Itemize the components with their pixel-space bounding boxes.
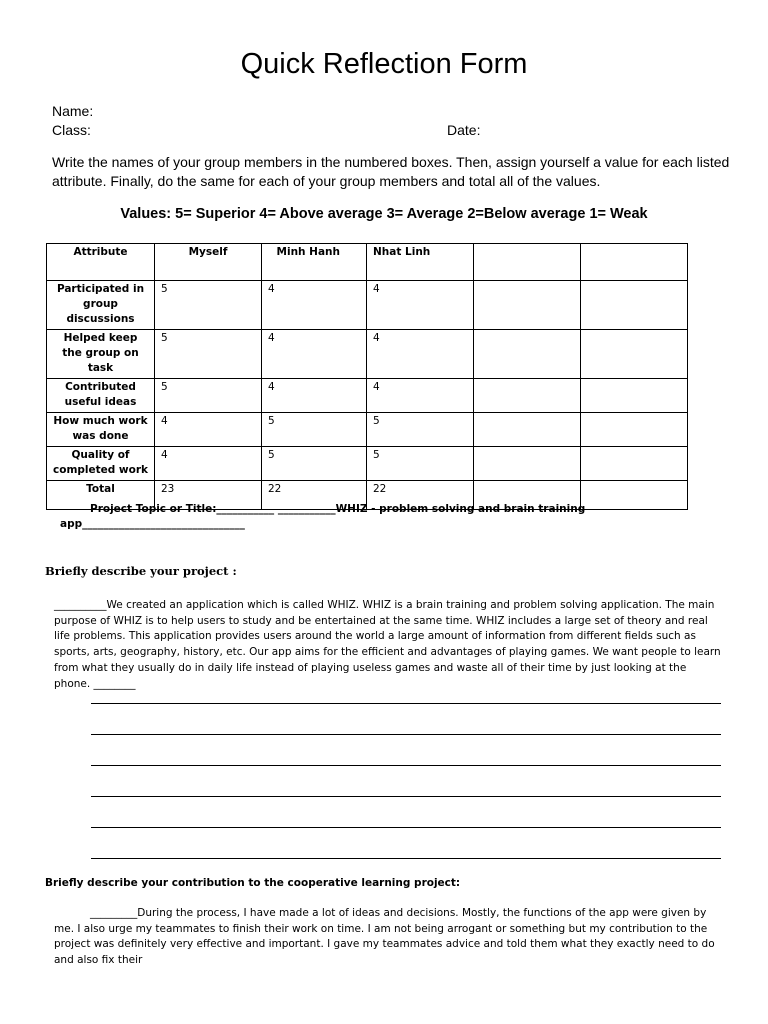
table-header-row xyxy=(47,244,688,281)
table-cell xyxy=(474,413,581,447)
describe-project-text: __________We created an application which is called WHIZ. WHIZ is a brain training and problem solving application. The main purpose of WHIZ is to help users to study and be entertained at the same time. WHIZ includes a large set of theory and real life problems. This application provides users around the world a large amount of information from different fields such as sports, arts, geography, history, etc. Our app aims for the efficient and advantages of playing games. We want people to learn from what they usually do in daily life instead of playing useless games and waste all of their time by just looking at the phone. ________ xyxy=(54,599,721,690)
class-label: Class: xyxy=(52,122,91,138)
table-cell: 5 xyxy=(367,447,474,481)
answer-line xyxy=(91,858,721,859)
table-cell: 22 xyxy=(262,481,367,510)
table-row xyxy=(47,330,688,379)
attribute-cell: How much work was done xyxy=(47,413,155,447)
table-row xyxy=(47,281,688,330)
header-cell: Nhat Linh xyxy=(367,244,474,281)
table-cell xyxy=(581,379,688,413)
table-cell: 4 xyxy=(262,330,367,379)
answer-line xyxy=(91,734,721,735)
table-cell: 5 xyxy=(262,447,367,481)
header-cell xyxy=(581,244,688,281)
reflection-table xyxy=(46,243,688,510)
table-cell xyxy=(581,481,688,510)
table-cell xyxy=(581,330,688,379)
table-cell xyxy=(581,447,688,481)
describe-project-heading: Briefly describe your project : xyxy=(45,564,237,578)
answer-line xyxy=(91,703,721,704)
table-cell xyxy=(474,281,581,330)
table-row xyxy=(47,447,688,481)
table-cell: 4 xyxy=(155,447,262,481)
page-title: Quick Reflection Form xyxy=(240,48,528,80)
table-cell: 4 xyxy=(367,281,474,330)
table-cell: 5 xyxy=(367,413,474,447)
table-row xyxy=(47,413,688,447)
table-cell: 5 xyxy=(155,281,262,330)
table-cell xyxy=(474,330,581,379)
table-cell: 22 xyxy=(367,481,474,510)
answer-line xyxy=(91,796,721,797)
table-cell xyxy=(474,447,581,481)
answer-line xyxy=(91,827,721,828)
name-label: Name: xyxy=(52,103,94,119)
attribute-cell: Participated in group discussions xyxy=(47,281,155,330)
header-cell xyxy=(474,244,581,281)
date-label: Date: xyxy=(447,122,481,138)
attribute-cell: Quality of completed work xyxy=(47,447,155,481)
table-row xyxy=(47,379,688,413)
table-cell: 4 xyxy=(367,379,474,413)
project-topic-line: Project Topic or Title:___________ ___________WHIZ - problem solving and brain training xyxy=(90,503,586,515)
table-cell: 4 xyxy=(262,379,367,413)
table-cell: 4 xyxy=(367,330,474,379)
project-topic-line-continued: app_______________________________ xyxy=(60,518,245,530)
table-cell: 5 xyxy=(155,330,262,379)
contribution-text: _________During the process, I have made a lot of ideas and decisions. Mostly, the functions of the app were given by me. I also urge my teammates to finish their work on time. I am not being arrogant or something but my contribution to the project was definitely very effective and important. I gave my teammates advice and told them what they exactly need to do and also fix their xyxy=(54,907,715,967)
table-cell xyxy=(581,413,688,447)
values-legend: Values: 5= Superior 4= Above average 3= Average 2=Below average 1= Weak xyxy=(120,206,648,222)
describe-contribution-heading: Briefly describe your contribution to the cooperative learning project: xyxy=(45,877,461,889)
header-cell: Attribute xyxy=(47,244,155,281)
header-cell: Minh Hanh xyxy=(262,244,367,281)
answer-line xyxy=(91,765,721,766)
instructions-text: Write the names of your group members in the numbered boxes. Then, assign yourself a value for each listed attribute. Finally, do the same for each of your group members and total all of the values. xyxy=(52,154,730,189)
table-cell xyxy=(474,379,581,413)
table-cell xyxy=(581,281,688,330)
table-cell: 5 xyxy=(262,413,367,447)
attribute-cell: Total xyxy=(47,481,155,510)
table-cell: 4 xyxy=(155,413,262,447)
table-cell: 5 xyxy=(155,379,262,413)
table-cell: 23 xyxy=(155,481,262,510)
attribute-cell: Contributed useful ideas xyxy=(47,379,155,413)
describe-contribution-text xyxy=(54,906,724,969)
header-cell: Myself xyxy=(155,244,262,281)
attribute-cell: Helped keep the group on task xyxy=(47,330,155,379)
table-cell: 4 xyxy=(262,281,367,330)
